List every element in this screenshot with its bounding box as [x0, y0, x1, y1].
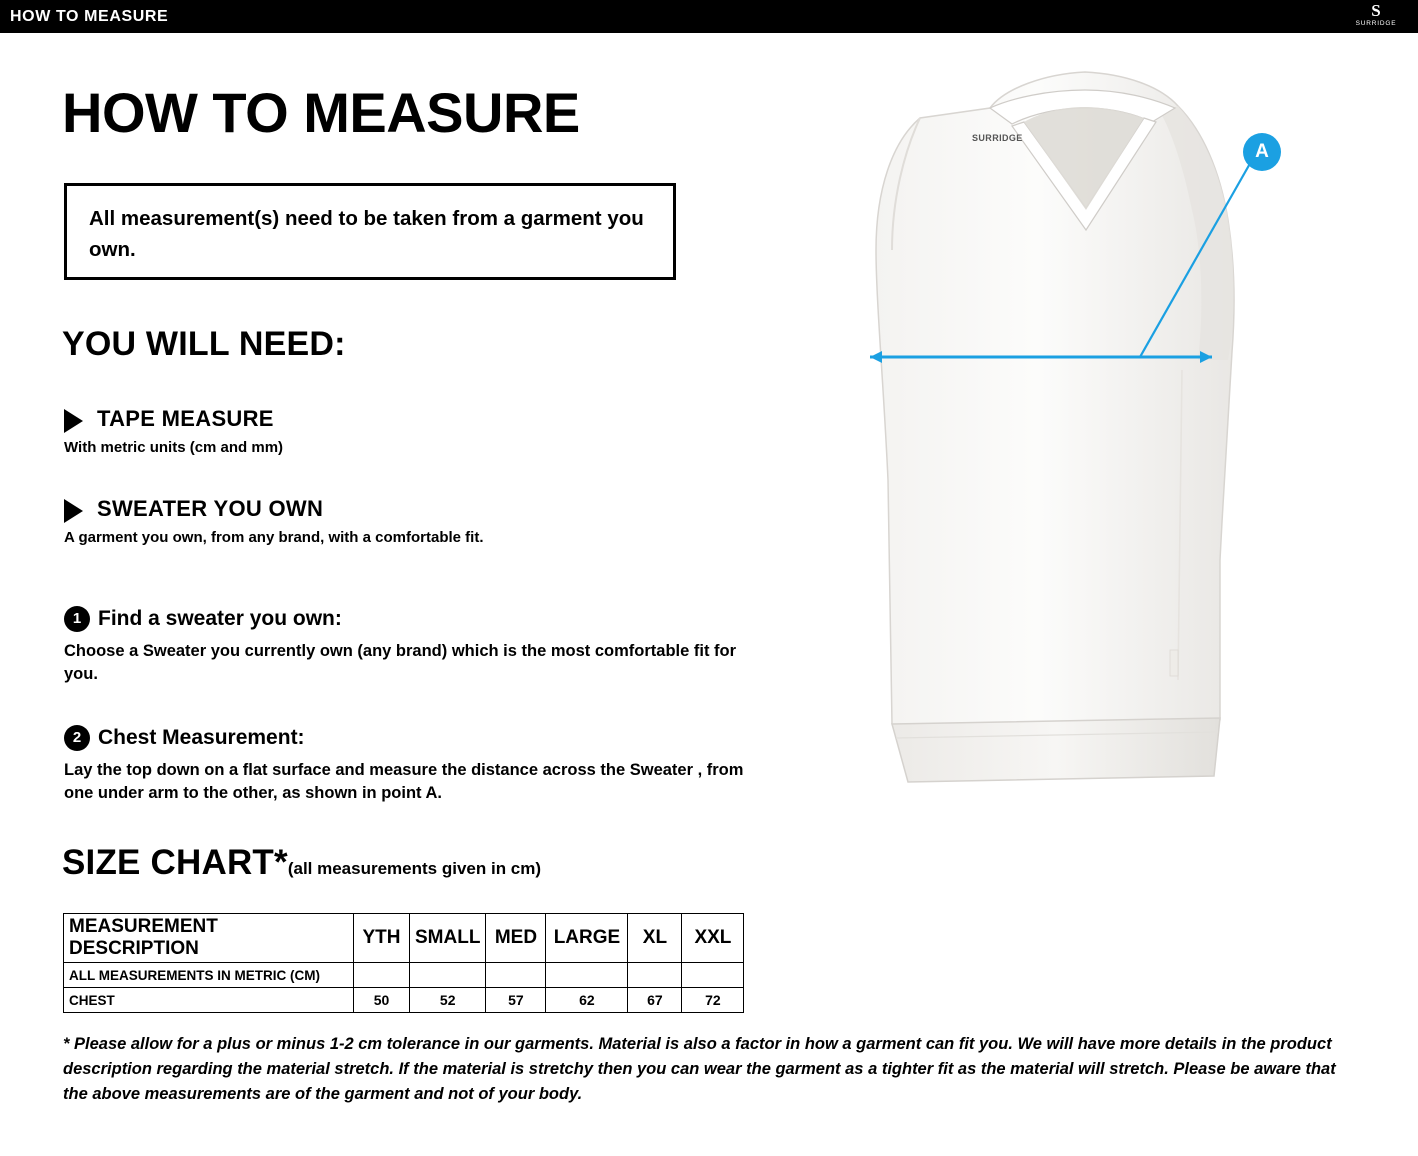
table-row — [64, 963, 744, 988]
size-chart-table — [63, 913, 744, 1013]
cell: 50 — [354, 988, 410, 1013]
cell — [486, 963, 546, 988]
cell — [546, 963, 628, 988]
notice-box — [64, 183, 676, 280]
step-body: Choose a Sweater you currently own (any brand) which is the most comfortable fit for you. — [64, 642, 737, 683]
size-chart-heading — [62, 843, 541, 883]
cell: 62 — [546, 988, 628, 1013]
brand-name: SURRIDGE — [1355, 20, 1397, 27]
need-title: SWEATER YOU OWN — [97, 496, 324, 521]
table-row — [64, 988, 744, 1013]
column-header-large: LARGE — [546, 914, 628, 963]
sweater-hem-band — [892, 718, 1220, 782]
top-bar — [0, 0, 1418, 33]
neck-brand-label: SURRIDGE — [972, 133, 1023, 143]
need-subtitle: With metric units (cm and mm) — [64, 439, 284, 456]
step-title: Find a sweater you own: — [98, 607, 342, 630]
step-number: 2 — [64, 725, 90, 751]
surridge-logo — [1348, 2, 1404, 32]
step-number: 1 — [64, 606, 90, 632]
need-item-tape-measure — [64, 406, 704, 466]
size-chart-title: SIZE CHART* — [62, 843, 288, 882]
cell: 67 — [628, 988, 682, 1013]
step-2 — [64, 725, 764, 815]
cell — [682, 963, 744, 988]
column-header-yth: YTH — [354, 914, 410, 963]
cell — [354, 963, 410, 988]
triangle-bullet-icon — [64, 409, 83, 433]
row-label: CHEST — [64, 988, 354, 1013]
step-1 — [64, 606, 764, 696]
step-body: Lay the top down on a flat surface and measure the distance across the Sweater , from one under arm to the other, as shown in point A. — [64, 761, 744, 802]
need-title: TAPE MEASURE — [97, 406, 274, 431]
row-label: ALL MEASUREMENTS IN METRIC (CM) — [64, 963, 354, 988]
sweater-illustration — [800, 60, 1320, 820]
page-title: HOW TO MEASURE — [62, 81, 580, 144]
care-label — [1170, 650, 1178, 676]
column-header-small: SMALL — [410, 914, 486, 963]
callout-badge-a: A — [1243, 133, 1281, 171]
cell: 72 — [682, 988, 744, 1013]
column-header-xxl: XXL — [682, 914, 744, 963]
table-header-row — [64, 914, 744, 963]
size-chart-subtitle: (all measurements given in cm) — [287, 859, 542, 878]
cell — [628, 963, 682, 988]
cell: 57 — [486, 988, 546, 1013]
you-will-need-heading: YOU WILL NEED: — [62, 325, 346, 363]
notice-text: All measurement(s) need to be taken from a garment you own. — [89, 207, 644, 261]
need-item-sweater — [64, 496, 764, 556]
need-subtitle: A garment you own, from any brand, with a comfortable fit. — [64, 529, 484, 546]
cell — [410, 963, 486, 988]
triangle-bullet-icon — [64, 499, 83, 523]
cell: 52 — [410, 988, 486, 1013]
top-bar-title: HOW TO MEASURE — [10, 8, 169, 25]
footnote: * Please allow for a plus or minus 1-2 cm tolerance in our garments. Material is also a factor in how a garment can fit you. We will have more details in the product description regarding the material stretch. If the material is stretchy then you can wear the garment as a tighter fit as the material will stretch. Please be aware that the above measurements are of the garment and not of your body. — [63, 1035, 1336, 1103]
column-header-xl: XL — [628, 914, 682, 963]
column-header-description: MEASUREMENT DESCRIPTION — [64, 914, 354, 963]
brand-mark: S — [1371, 1, 1381, 20]
column-header-med: MED — [486, 914, 546, 963]
step-title: Chest Measurement: — [98, 726, 305, 749]
